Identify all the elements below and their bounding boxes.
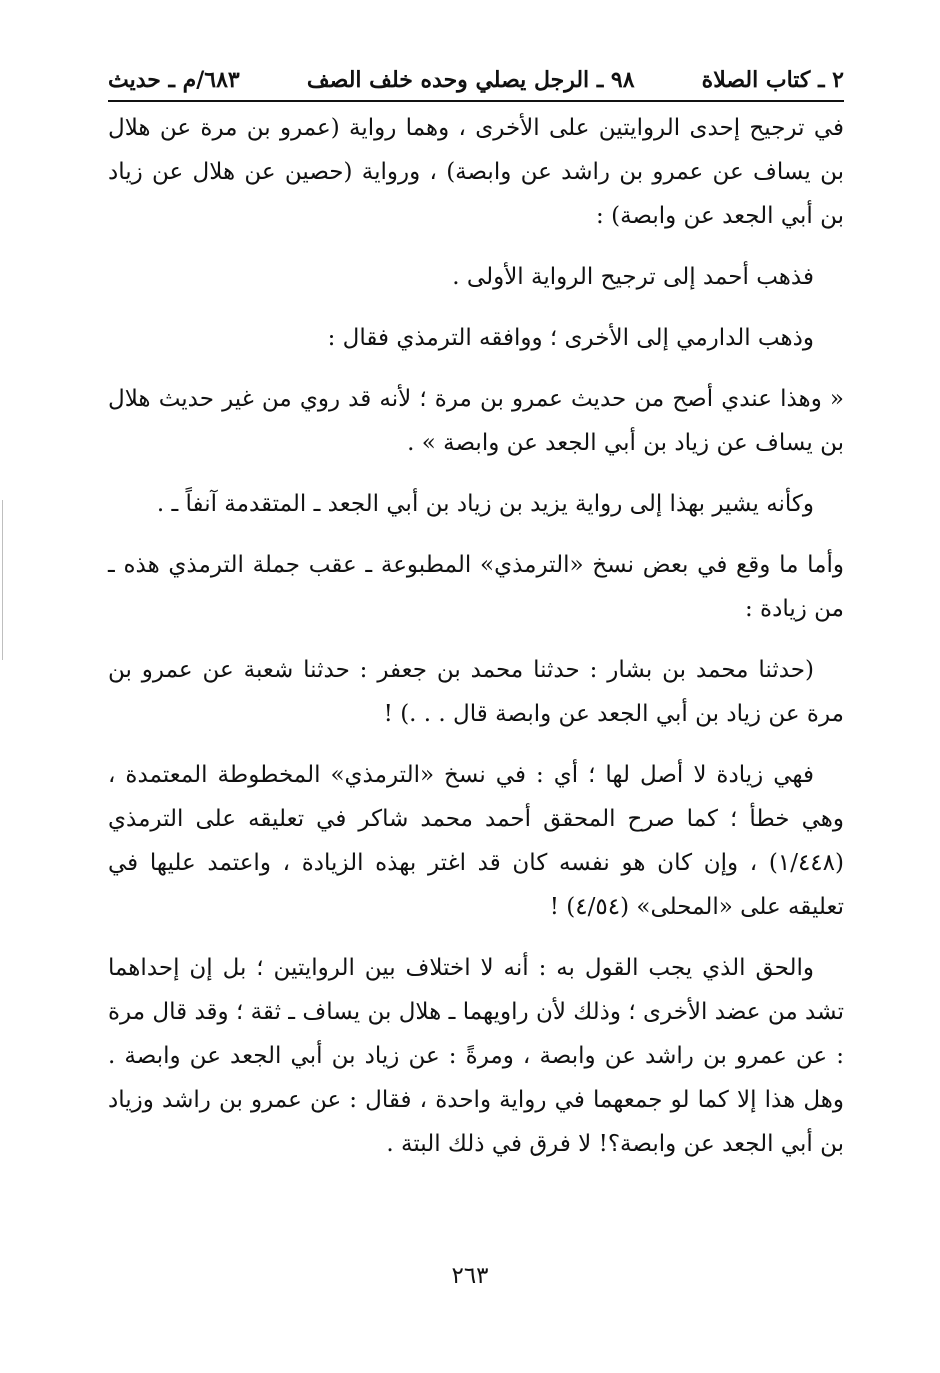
- page-number: ٢٦٣: [451, 1263, 489, 1289]
- header-hadith-number: ٦٨٣/م ـ حديث: [108, 67, 240, 93]
- paragraph-4-quote: « وهذا عندي أصح من حديث عمرو بن مرة ؛ لأنه قد روي من غير حديث هلال بن يساف عن زياد بن أبي الجعد عن وابصة » .: [108, 386, 844, 456]
- paragraph-3: وذهب الدارمي إلى الأخرى ؛ ووافقه الترمذي فقال :: [327, 325, 814, 351]
- paragraph-1: في ترجيح إحدى الروايتين على الأخرى ، وهما رواية (عمرو بن مرة عن هلال بن يساف عن عمرو بن راشد عن وابصة) ، ورواية (حصين عن هلال عن زياد بن أبي الجعد عن وابصة) :: [108, 115, 844, 229]
- paragraph-6: وأما ما وقع في بعض نسخ «الترمذي» المطبوعة ـ عقب جملة الترمذي هذه ـ من زيادة :: [108, 552, 844, 622]
- page-body: [108, 106, 844, 1166]
- paragraph-7-quote: (حدثنا محمد بن بشار : حدثنا محمد بن جعفر : حدثنا شعبة عن عمرو بن مرة عن زياد بن أبي الجعد عن وابصة قال . . .) !: [108, 657, 844, 727]
- running-header: [108, 60, 844, 102]
- paragraph-8: فهي زيادة لا أصل لها ؛ أي : في نسخ «الترمذي» المخطوطة المعتمدة ، وهي خطأ ؛ كما صرح المحقق أحمد محمد شاكر في تعليقه على الترمذي (١/٤٤٨) ، وإن كان هو نفسه كان قد اغتر بهذه الزيادة ، واعتمد عليها في تعليقه على «المحلى» (٤/٥٤) !: [108, 762, 844, 920]
- paragraph-2: فذهب أحمد إلى ترجيح الرواية الأولى .: [452, 264, 814, 290]
- paragraph-5: وكأنه يشير بهذا إلى رواية يزيد بن زياد بن أبي الجعد ـ المتقدمة آنفاً ـ .: [156, 491, 814, 517]
- header-chapter-title: ٩٨ ـ الرجل يصلي وحده خلف الصف: [306, 67, 635, 93]
- scan-edge-line: [2, 500, 3, 660]
- header-book-title: ٢ ـ كتاب الصلاة: [701, 67, 844, 93]
- paragraph-9: والحق الذي يجب القول به : أنه لا اختلاف بين الروايتين ؛ بل إن إحداهما تشد من عضد الأخرى ؛ وذلك لأن راويهما ـ هلال بن يساف ـ ثقة ؛ وقد قال مرة : عن عمرو بن راشد عن وابصة ، ومرةً : عن زياد بن أبي الجعد عن وابصة . وهل هذا إلا كما لو جمعهما في رواية واحدة ، فقال : عن عمرو بن راشد وزياد بن أبي الجعد عن وابصة؟! لا فرق في ذلك البتة .: [108, 955, 844, 1157]
- book-page: [108, 60, 844, 1183]
